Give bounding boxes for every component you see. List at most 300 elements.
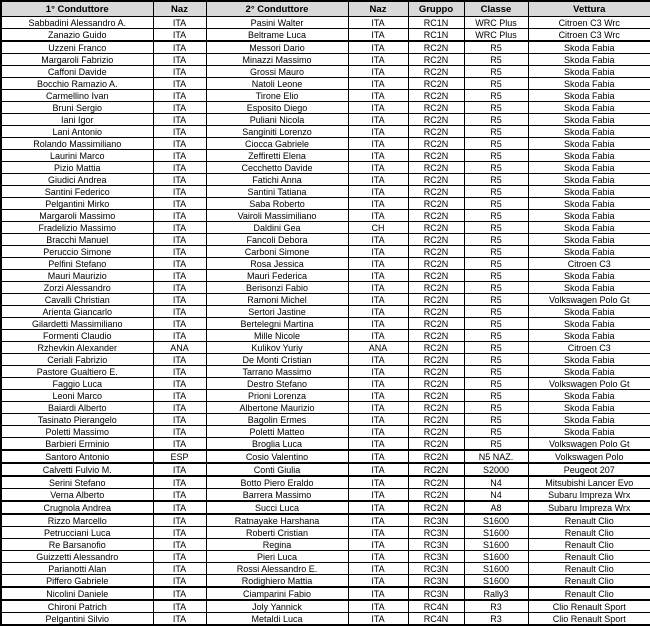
cell-naz2: ITA [348, 138, 408, 150]
cell-conduttore2: Rodighiero Mattia [206, 575, 348, 588]
cell-conduttore1: Leoni Marco [1, 390, 153, 402]
cell-naz2: ITA [348, 126, 408, 138]
cell-gruppo: RC3N [408, 575, 464, 588]
cell-conduttore2: Poletti Matteo [206, 426, 348, 438]
cell-naz2: ITA [348, 102, 408, 114]
cell-naz2: ITA [348, 318, 408, 330]
cell-vettura: Renault Clio [528, 539, 650, 551]
cell-conduttore2: Sanginiti Lorenzo [206, 126, 348, 138]
cell-naz1: ITA [153, 514, 206, 527]
cell-vettura: Mitsubishi Lancer Evo [528, 476, 650, 489]
cell-conduttore2: Succi Luca [206, 501, 348, 514]
cell-vettura: Citroen C3 Wrc [528, 29, 650, 42]
table-row [1, 306, 650, 318]
cell-gruppo: RC2N [408, 41, 464, 54]
cell-conduttore1: Margaroli Fabrizio [1, 54, 153, 66]
cell-vettura: Skoda Fabia [528, 270, 650, 282]
cell-naz2: ITA [348, 198, 408, 210]
table-row [1, 402, 650, 414]
cell-vettura: Skoda Fabia [528, 222, 650, 234]
cell-naz2: ITA [348, 150, 408, 162]
cell-naz2: ITA [348, 438, 408, 451]
cell-conduttore2: Sertori Jastine [206, 306, 348, 318]
table-row [1, 102, 650, 114]
cell-conduttore1: Zanazio Guido [1, 29, 153, 42]
cell-conduttore2: Natoli Leone [206, 78, 348, 90]
cell-naz2: ITA [348, 41, 408, 54]
table-row [1, 390, 650, 402]
cell-conduttore1: Baiardi Alberto [1, 402, 153, 414]
cell-classe: R5 [464, 41, 528, 54]
cell-naz1: ITA [153, 575, 206, 588]
cell-conduttore1: Iani Igor [1, 114, 153, 126]
cell-conduttore1: Margaroli Massimo [1, 210, 153, 222]
cell-naz2: ITA [348, 575, 408, 588]
cell-classe: N5 NAZ. [464, 450, 528, 463]
cell-classe: S1600 [464, 575, 528, 588]
cell-vettura: Skoda Fabia [528, 354, 650, 366]
cell-naz2: ITA [348, 402, 408, 414]
cell-gruppo: RC2N [408, 198, 464, 210]
cell-gruppo: RC2N [408, 102, 464, 114]
cell-classe: R5 [464, 114, 528, 126]
cell-naz2: ITA [348, 174, 408, 186]
cell-naz1: ITA [153, 162, 206, 174]
cell-naz2: ITA [348, 17, 408, 29]
cell-naz2: ITA [348, 258, 408, 270]
cell-conduttore2: Albertone Maurizio [206, 402, 348, 414]
cell-vettura: Skoda Fabia [528, 198, 650, 210]
cell-naz2: ANA [348, 342, 408, 354]
cell-conduttore2: Saba Roberto [206, 198, 348, 210]
column-header-conduttore2: 2° Conduttore [206, 1, 348, 17]
cell-gruppo: RC2N [408, 210, 464, 222]
table-row [1, 330, 650, 342]
cell-vettura: Skoda Fabia [528, 162, 650, 174]
cell-conduttore1: Formenti Claudio [1, 330, 153, 342]
cell-conduttore2: Esposito Diego [206, 102, 348, 114]
cell-conduttore1: Zorzi Alessandro [1, 282, 153, 294]
cell-vettura: Skoda Fabia [528, 78, 650, 90]
cell-vettura: Skoda Fabia [528, 234, 650, 246]
table-row [1, 463, 650, 476]
cell-gruppo: RC3N [408, 551, 464, 563]
cell-classe: R5 [464, 210, 528, 222]
cell-vettura: Skoda Fabia [528, 318, 650, 330]
table-row [1, 318, 650, 330]
cell-conduttore2: De Monti Cristian [206, 354, 348, 366]
cell-conduttore1: Calvetti Fulvio M. [1, 463, 153, 476]
cell-conduttore1: Pastore Gualtiero E. [1, 366, 153, 378]
table-row [1, 294, 650, 306]
cell-gruppo: RC2N [408, 174, 464, 186]
cell-gruppo: RC2N [408, 414, 464, 426]
cell-naz1: ITA [153, 222, 206, 234]
cell-naz1: ITA [153, 210, 206, 222]
cell-conduttore1: Guizzetti Alessandro [1, 551, 153, 563]
cell-classe: S1600 [464, 563, 528, 575]
cell-naz2: ITA [348, 514, 408, 527]
cell-naz2: ITA [348, 551, 408, 563]
cell-conduttore1: Giudici Andrea [1, 174, 153, 186]
cell-gruppo: RC2N [408, 354, 464, 366]
cell-vettura: Renault Clio [528, 563, 650, 575]
cell-conduttore1: Pelgantini Mirko [1, 198, 153, 210]
cell-gruppo: RC2N [408, 186, 464, 198]
cell-conduttore1: Poletti Massimo [1, 426, 153, 438]
table-row [1, 282, 650, 294]
table-row [1, 501, 650, 514]
cell-gruppo: RC2N [408, 90, 464, 102]
cell-conduttore2: Berisonzi Fabio [206, 282, 348, 294]
cell-gruppo: RC2N [408, 150, 464, 162]
cell-conduttore2: Vairoli Massimiliano [206, 210, 348, 222]
cell-classe: S2000 [464, 463, 528, 476]
column-header-naz1: Naz [153, 1, 206, 17]
cell-conduttore1: Arienta Giancarlo [1, 306, 153, 318]
cell-classe: S1600 [464, 514, 528, 527]
cell-gruppo: RC2N [408, 258, 464, 270]
cell-vettura: Volkswagen Polo Gt [528, 438, 650, 451]
cell-conduttore1: Rolando Massimiliano [1, 138, 153, 150]
table-row [1, 354, 650, 366]
cell-classe: R5 [464, 246, 528, 258]
cell-naz1: ITA [153, 102, 206, 114]
cell-gruppo: RC3N [408, 587, 464, 600]
cell-vettura: Skoda Fabia [528, 114, 650, 126]
cell-classe: R5 [464, 150, 528, 162]
cell-classe: S1600 [464, 527, 528, 539]
table-row [1, 613, 650, 626]
cell-conduttore2: Daldini Gea [206, 222, 348, 234]
cell-vettura: Skoda Fabia [528, 210, 650, 222]
cell-vettura: Renault Clio [528, 527, 650, 539]
cell-conduttore2: Mauri Federica [206, 270, 348, 282]
cell-gruppo: RC3N [408, 539, 464, 551]
cell-gruppo: RC2N [408, 222, 464, 234]
table-row [1, 222, 650, 234]
cell-gruppo: RC3N [408, 514, 464, 527]
cell-naz2: ITA [348, 414, 408, 426]
cell-naz2: ITA [348, 600, 408, 613]
cell-conduttore2: Bertelegni Martina [206, 318, 348, 330]
cell-classe: R5 [464, 378, 528, 390]
cell-conduttore2: Cecchetto Davide [206, 162, 348, 174]
cell-classe: R5 [464, 102, 528, 114]
cell-classe: R5 [464, 186, 528, 198]
cell-conduttore1: Verna Alberto [1, 489, 153, 502]
cell-naz1: ITA [153, 476, 206, 489]
cell-naz2: ITA [348, 306, 408, 318]
cell-gruppo: RC2N [408, 306, 464, 318]
cell-gruppo: RC2N [408, 282, 464, 294]
cell-naz1: ITA [153, 414, 206, 426]
cell-conduttore1: Uzzeni Franco [1, 41, 153, 54]
cell-naz1: ITA [153, 551, 206, 563]
cell-naz2: CH [348, 222, 408, 234]
table-row [1, 78, 650, 90]
cell-naz1: ITA [153, 527, 206, 539]
cell-conduttore2: Joly Yannick [206, 600, 348, 613]
cell-naz2: ITA [348, 270, 408, 282]
cell-vettura: Subaru Impreza Wrx [528, 501, 650, 514]
cell-conduttore1: Cavalli Christian [1, 294, 153, 306]
cell-naz1: ITA [153, 282, 206, 294]
cell-conduttore2: Beltrame Luca [206, 29, 348, 42]
cell-vettura: Volkswagen Polo Gt [528, 294, 650, 306]
table-body [1, 17, 650, 626]
cell-naz1: ITA [153, 54, 206, 66]
cell-conduttore2: Ratnayake Harshana [206, 514, 348, 527]
cell-classe: R5 [464, 66, 528, 78]
cell-conduttore1: Chironi Patrich [1, 600, 153, 613]
cell-gruppo: RC4N [408, 613, 464, 626]
table-row [1, 17, 650, 29]
cell-classe: R5 [464, 90, 528, 102]
cell-conduttore1: Pelgantini Silvio [1, 613, 153, 626]
cell-naz1: ITA [153, 138, 206, 150]
table-row [1, 378, 650, 390]
table-row [1, 90, 650, 102]
table-row [1, 438, 650, 451]
cell-gruppo: RC2N [408, 366, 464, 378]
cell-conduttore1: Petrucciani Luca [1, 527, 153, 539]
cell-vettura: Renault Clio [528, 551, 650, 563]
cell-conduttore1: Nicolini Daniele [1, 587, 153, 600]
table-row [1, 258, 650, 270]
cell-conduttore1: Caffoni Davide [1, 66, 153, 78]
cell-conduttore2: Conti Giulia [206, 463, 348, 476]
cell-vettura: Skoda Fabia [528, 102, 650, 114]
cell-naz1: ITA [153, 378, 206, 390]
cell-gruppo: RC2N [408, 78, 464, 90]
table-row [1, 150, 650, 162]
cell-classe: R5 [464, 366, 528, 378]
cell-gruppo: RC2N [408, 489, 464, 502]
cell-naz2: ITA [348, 66, 408, 78]
table-row [1, 114, 650, 126]
cell-naz1: ITA [153, 270, 206, 282]
column-header-naz2: Naz [348, 1, 408, 17]
cell-conduttore2: Fatichi Anna [206, 174, 348, 186]
cell-conduttore2: Metaldi Luca [206, 613, 348, 626]
cell-classe: R5 [464, 294, 528, 306]
table-row [1, 54, 650, 66]
cell-gruppo: RC2N [408, 246, 464, 258]
table-row [1, 514, 650, 527]
cell-naz2: ITA [348, 527, 408, 539]
cell-naz1: ITA [153, 354, 206, 366]
cell-conduttore1: Sabbadini Alessandro A. [1, 17, 153, 29]
cell-classe: R5 [464, 162, 528, 174]
cell-naz1: ITA [153, 587, 206, 600]
cell-classe: WRC Plus [464, 29, 528, 42]
cell-vettura: Skoda Fabia [528, 54, 650, 66]
cell-naz2: ITA [348, 463, 408, 476]
cell-naz2: ITA [348, 476, 408, 489]
table-row [1, 270, 650, 282]
cell-vettura: Skoda Fabia [528, 174, 650, 186]
cell-gruppo: RC2N [408, 234, 464, 246]
table-row [1, 246, 650, 258]
cell-naz2: ITA [348, 54, 408, 66]
cell-classe: R5 [464, 270, 528, 282]
cell-conduttore2: Rossi Alessandro E. [206, 563, 348, 575]
header-row [1, 1, 650, 17]
table-row [1, 539, 650, 551]
column-header-vettura: Vettura [528, 1, 650, 17]
table-row [1, 600, 650, 613]
cell-conduttore2: Regina [206, 539, 348, 551]
cell-vettura: Skoda Fabia [528, 90, 650, 102]
cell-naz1: ITA [153, 563, 206, 575]
table-row [1, 198, 650, 210]
cell-naz1: ANA [153, 342, 206, 354]
cell-gruppo: RC2N [408, 426, 464, 438]
cell-gruppo: RC2N [408, 342, 464, 354]
cell-naz2: ITA [348, 563, 408, 575]
cell-vettura: Skoda Fabia [528, 306, 650, 318]
table-row [1, 29, 650, 42]
cell-naz1: ITA [153, 114, 206, 126]
cell-gruppo: RC2N [408, 66, 464, 78]
cell-vettura: Citroen C3 [528, 258, 650, 270]
cell-vettura: Renault Clio [528, 587, 650, 600]
table-row [1, 126, 650, 138]
cell-conduttore1: Fradelizio Massimo [1, 222, 153, 234]
cell-vettura: Clio Renault Sport [528, 600, 650, 613]
cell-conduttore1: Rizzo Marcello [1, 514, 153, 527]
cell-naz1: ITA [153, 258, 206, 270]
table-row [1, 476, 650, 489]
cell-vettura: Volkswagen Polo Gt [528, 378, 650, 390]
table-row [1, 342, 650, 354]
cell-naz1: ITA [153, 600, 206, 613]
cell-classe: R5 [464, 234, 528, 246]
cell-vettura: Skoda Fabia [528, 426, 650, 438]
cell-naz2: ITA [348, 90, 408, 102]
cell-naz2: ITA [348, 587, 408, 600]
cell-conduttore1: Bruni Sergio [1, 102, 153, 114]
cell-naz1: ITA [153, 539, 206, 551]
cell-vettura: Skoda Fabia [528, 330, 650, 342]
cell-classe: R5 [464, 318, 528, 330]
cell-conduttore1: Bracchi Manuel [1, 234, 153, 246]
cell-naz2: ITA [348, 162, 408, 174]
table-row [1, 587, 650, 600]
cell-vettura: Renault Clio [528, 575, 650, 588]
table-row [1, 414, 650, 426]
cell-classe: R5 [464, 222, 528, 234]
cell-naz1: ITA [153, 501, 206, 514]
cell-classe: WRC Plus [464, 17, 528, 29]
cell-vettura: Skoda Fabia [528, 186, 650, 198]
cell-conduttore1: Bocchio Ramazio A. [1, 78, 153, 90]
cell-gruppo: RC2N [408, 126, 464, 138]
cell-conduttore2: Minazzi Massimo [206, 54, 348, 66]
cell-classe: R5 [464, 426, 528, 438]
cell-naz2: ITA [348, 613, 408, 626]
table-row [1, 575, 650, 588]
cell-conduttore2: Tarrano Massimo [206, 366, 348, 378]
cell-naz1: ITA [153, 294, 206, 306]
cell-classe: R5 [464, 402, 528, 414]
cell-classe: R5 [464, 138, 528, 150]
table-row [1, 41, 650, 54]
cell-gruppo: RC2N [408, 162, 464, 174]
cell-classe: S1600 [464, 539, 528, 551]
cell-gruppo: RC2N [408, 402, 464, 414]
cell-conduttore2: Carboni Simone [206, 246, 348, 258]
cell-naz2: ITA [348, 78, 408, 90]
cell-vettura: Volkswagen Polo [528, 450, 650, 463]
cell-naz1: ITA [153, 90, 206, 102]
cell-classe: R5 [464, 306, 528, 318]
cell-vettura: Citroen C3 Wrc [528, 17, 650, 29]
cell-naz1: ITA [153, 489, 206, 502]
cell-conduttore1: Crugnola Andrea [1, 501, 153, 514]
cell-vettura: Skoda Fabia [528, 402, 650, 414]
cell-conduttore2: Cosio Valentino [206, 450, 348, 463]
cell-classe: R5 [464, 258, 528, 270]
cell-conduttore1: Ceriali Fabrizio [1, 354, 153, 366]
cell-classe: R5 [464, 198, 528, 210]
cell-naz1: ITA [153, 234, 206, 246]
cell-gruppo: RC2N [408, 450, 464, 463]
cell-naz1: ITA [153, 198, 206, 210]
cell-naz2: ITA [348, 426, 408, 438]
cell-vettura: Skoda Fabia [528, 366, 650, 378]
cell-naz2: ITA [348, 378, 408, 390]
cell-classe: R5 [464, 282, 528, 294]
cell-conduttore2: Bagolin Ermes [206, 414, 348, 426]
table-row [1, 66, 650, 78]
cell-naz2: ITA [348, 390, 408, 402]
cell-naz2: ITA [348, 501, 408, 514]
cell-gruppo: RC1N [408, 29, 464, 42]
cell-conduttore1: Gilardetti Massimiliano [1, 318, 153, 330]
cell-naz2: ITA [348, 294, 408, 306]
cell-classe: R5 [464, 54, 528, 66]
cell-gruppo: RC2N [408, 318, 464, 330]
cell-naz2: ITA [348, 330, 408, 342]
cell-vettura: Clio Renault Sport [528, 613, 650, 626]
cell-naz1: ITA [153, 29, 206, 42]
cell-conduttore2: Roberti Cristian [206, 527, 348, 539]
cell-conduttore2: Tirone Elio [206, 90, 348, 102]
cell-gruppo: RC1N [408, 17, 464, 29]
cell-classe: Rally3 [464, 587, 528, 600]
table-row [1, 174, 650, 186]
cell-vettura: Subaru Impreza Wrx [528, 489, 650, 502]
cell-conduttore2: Mille Nicole [206, 330, 348, 342]
cell-vettura: Skoda Fabia [528, 414, 650, 426]
cell-conduttore1: Serini Stefano [1, 476, 153, 489]
cell-naz1: ITA [153, 463, 206, 476]
cell-conduttore1: Rzhevkin Alexander [1, 342, 153, 354]
cell-naz1: ITA [153, 150, 206, 162]
cell-naz1: ITA [153, 366, 206, 378]
cell-naz1: ITA [153, 390, 206, 402]
cell-gruppo: RC2N [408, 463, 464, 476]
cell-classe: A8 [464, 501, 528, 514]
cell-conduttore1: Mauri Maurizio [1, 270, 153, 282]
cell-conduttore2: Grossi Mauro [206, 66, 348, 78]
cell-conduttore2: Ciocca Gabriele [206, 138, 348, 150]
cell-gruppo: RC2N [408, 390, 464, 402]
cell-vettura: Skoda Fabia [528, 390, 650, 402]
table-row [1, 563, 650, 575]
